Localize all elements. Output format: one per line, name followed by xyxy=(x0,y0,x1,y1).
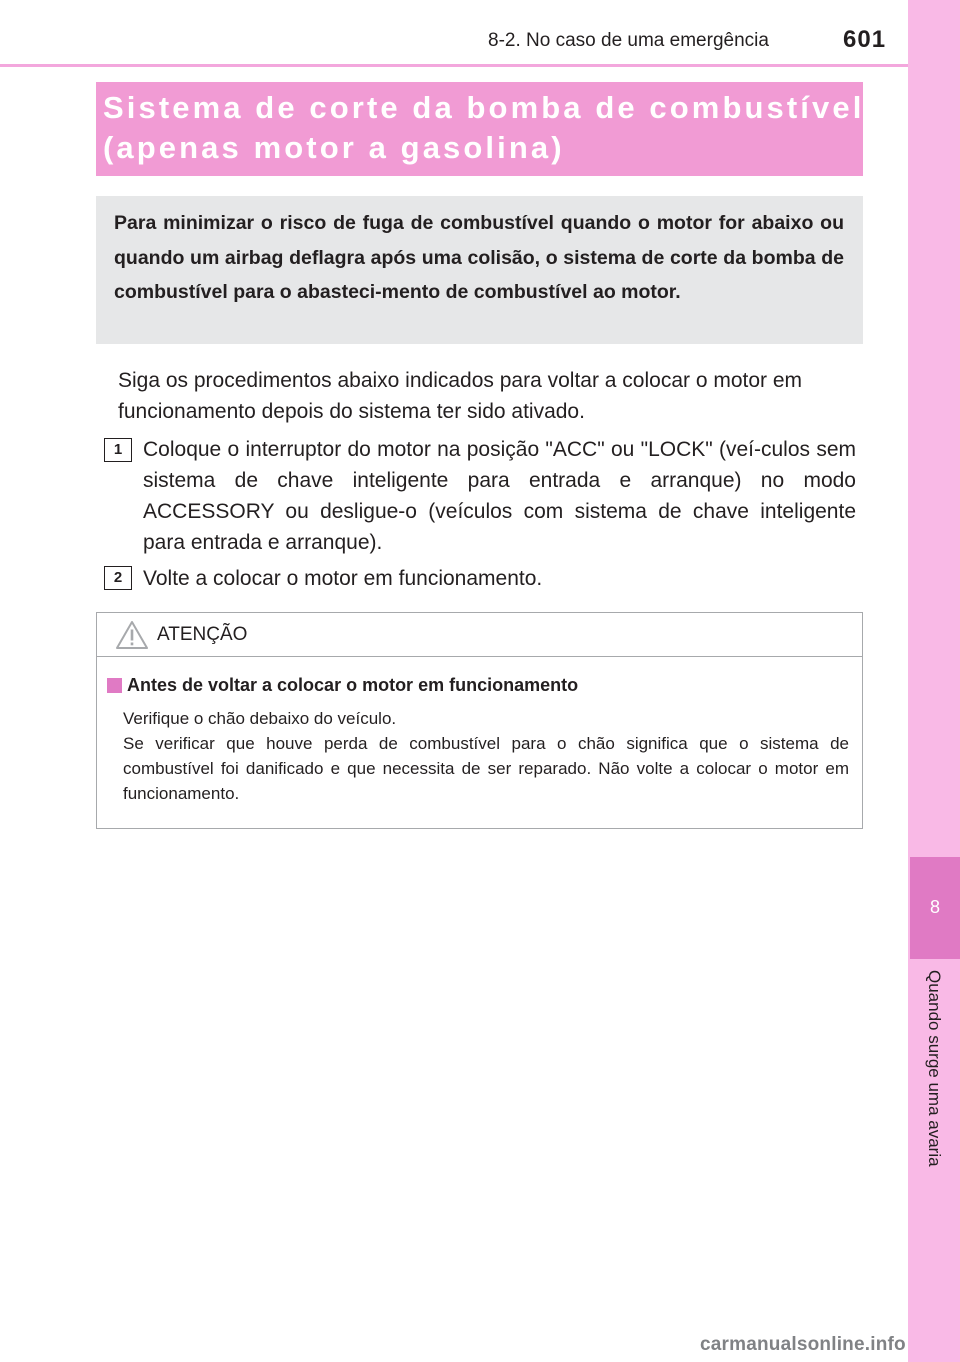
intro-box xyxy=(96,196,863,344)
warning-box xyxy=(96,612,863,829)
step-text: Coloque o interruptor do motor na posição "ACC" ou "LOCK" (veí-culos sem sistema de chave inteligente para entrada e arranque) no modo ACCESSORY ou desligue-o (veículos com sistema de chave inteligente para entrada e arranque). xyxy=(143,438,856,554)
step-number-badge: 1 xyxy=(104,438,132,462)
warning-line: Se verificar que houve perda de combustível para o chão significa que o sistema de combustível foi danificado e que necessita de ser reparado. Não volte a colocar o motor em funcionamento. xyxy=(123,734,849,803)
section-title-line-2: (apenas motor a gasolina) xyxy=(103,130,565,165)
warning-triangle-icon xyxy=(115,620,149,650)
section-heading: 8-2. No caso de uma emergência xyxy=(488,30,769,51)
warning-header xyxy=(97,613,862,657)
body-paragraph: Siga os procedimentos abaixo indicados para voltar a colocar o motor em funcionamento depois do sistema ter sido ativado. xyxy=(118,369,803,423)
step-text: Volte a colocar o motor em funcionamento. xyxy=(143,567,543,590)
section-title-line-1: Sistema de corte da bomba de combustível xyxy=(103,90,865,125)
chapter-tab[interactable] xyxy=(910,857,960,959)
header-rule xyxy=(0,64,908,67)
section-title-banner xyxy=(96,82,863,176)
chapter-number: 8 xyxy=(929,897,940,917)
warning-body xyxy=(123,706,849,806)
intro-text: Para minimizar o risco de fuga de combustível quando o motor for abaixo ou quando um airbag deflagra após uma colisão, o sistema de corte da bomba de combustível para o abasteci-mento de combustível ao motor. xyxy=(114,212,844,303)
chapter-title-text: Quando surge uma avaria xyxy=(925,970,944,1167)
warning-label: ATENÇÃO xyxy=(157,624,248,645)
page-number: 601 xyxy=(843,26,887,53)
watermark: carmanualsonline.info xyxy=(700,1334,906,1355)
warning-line: Verifique o chão debaixo do veículo. xyxy=(123,709,397,728)
step-number-badge: 2 xyxy=(104,566,132,590)
warning-heading: Antes de voltar a colocar o motor em funcionamento xyxy=(127,675,579,695)
square-bullet-icon xyxy=(107,678,122,693)
